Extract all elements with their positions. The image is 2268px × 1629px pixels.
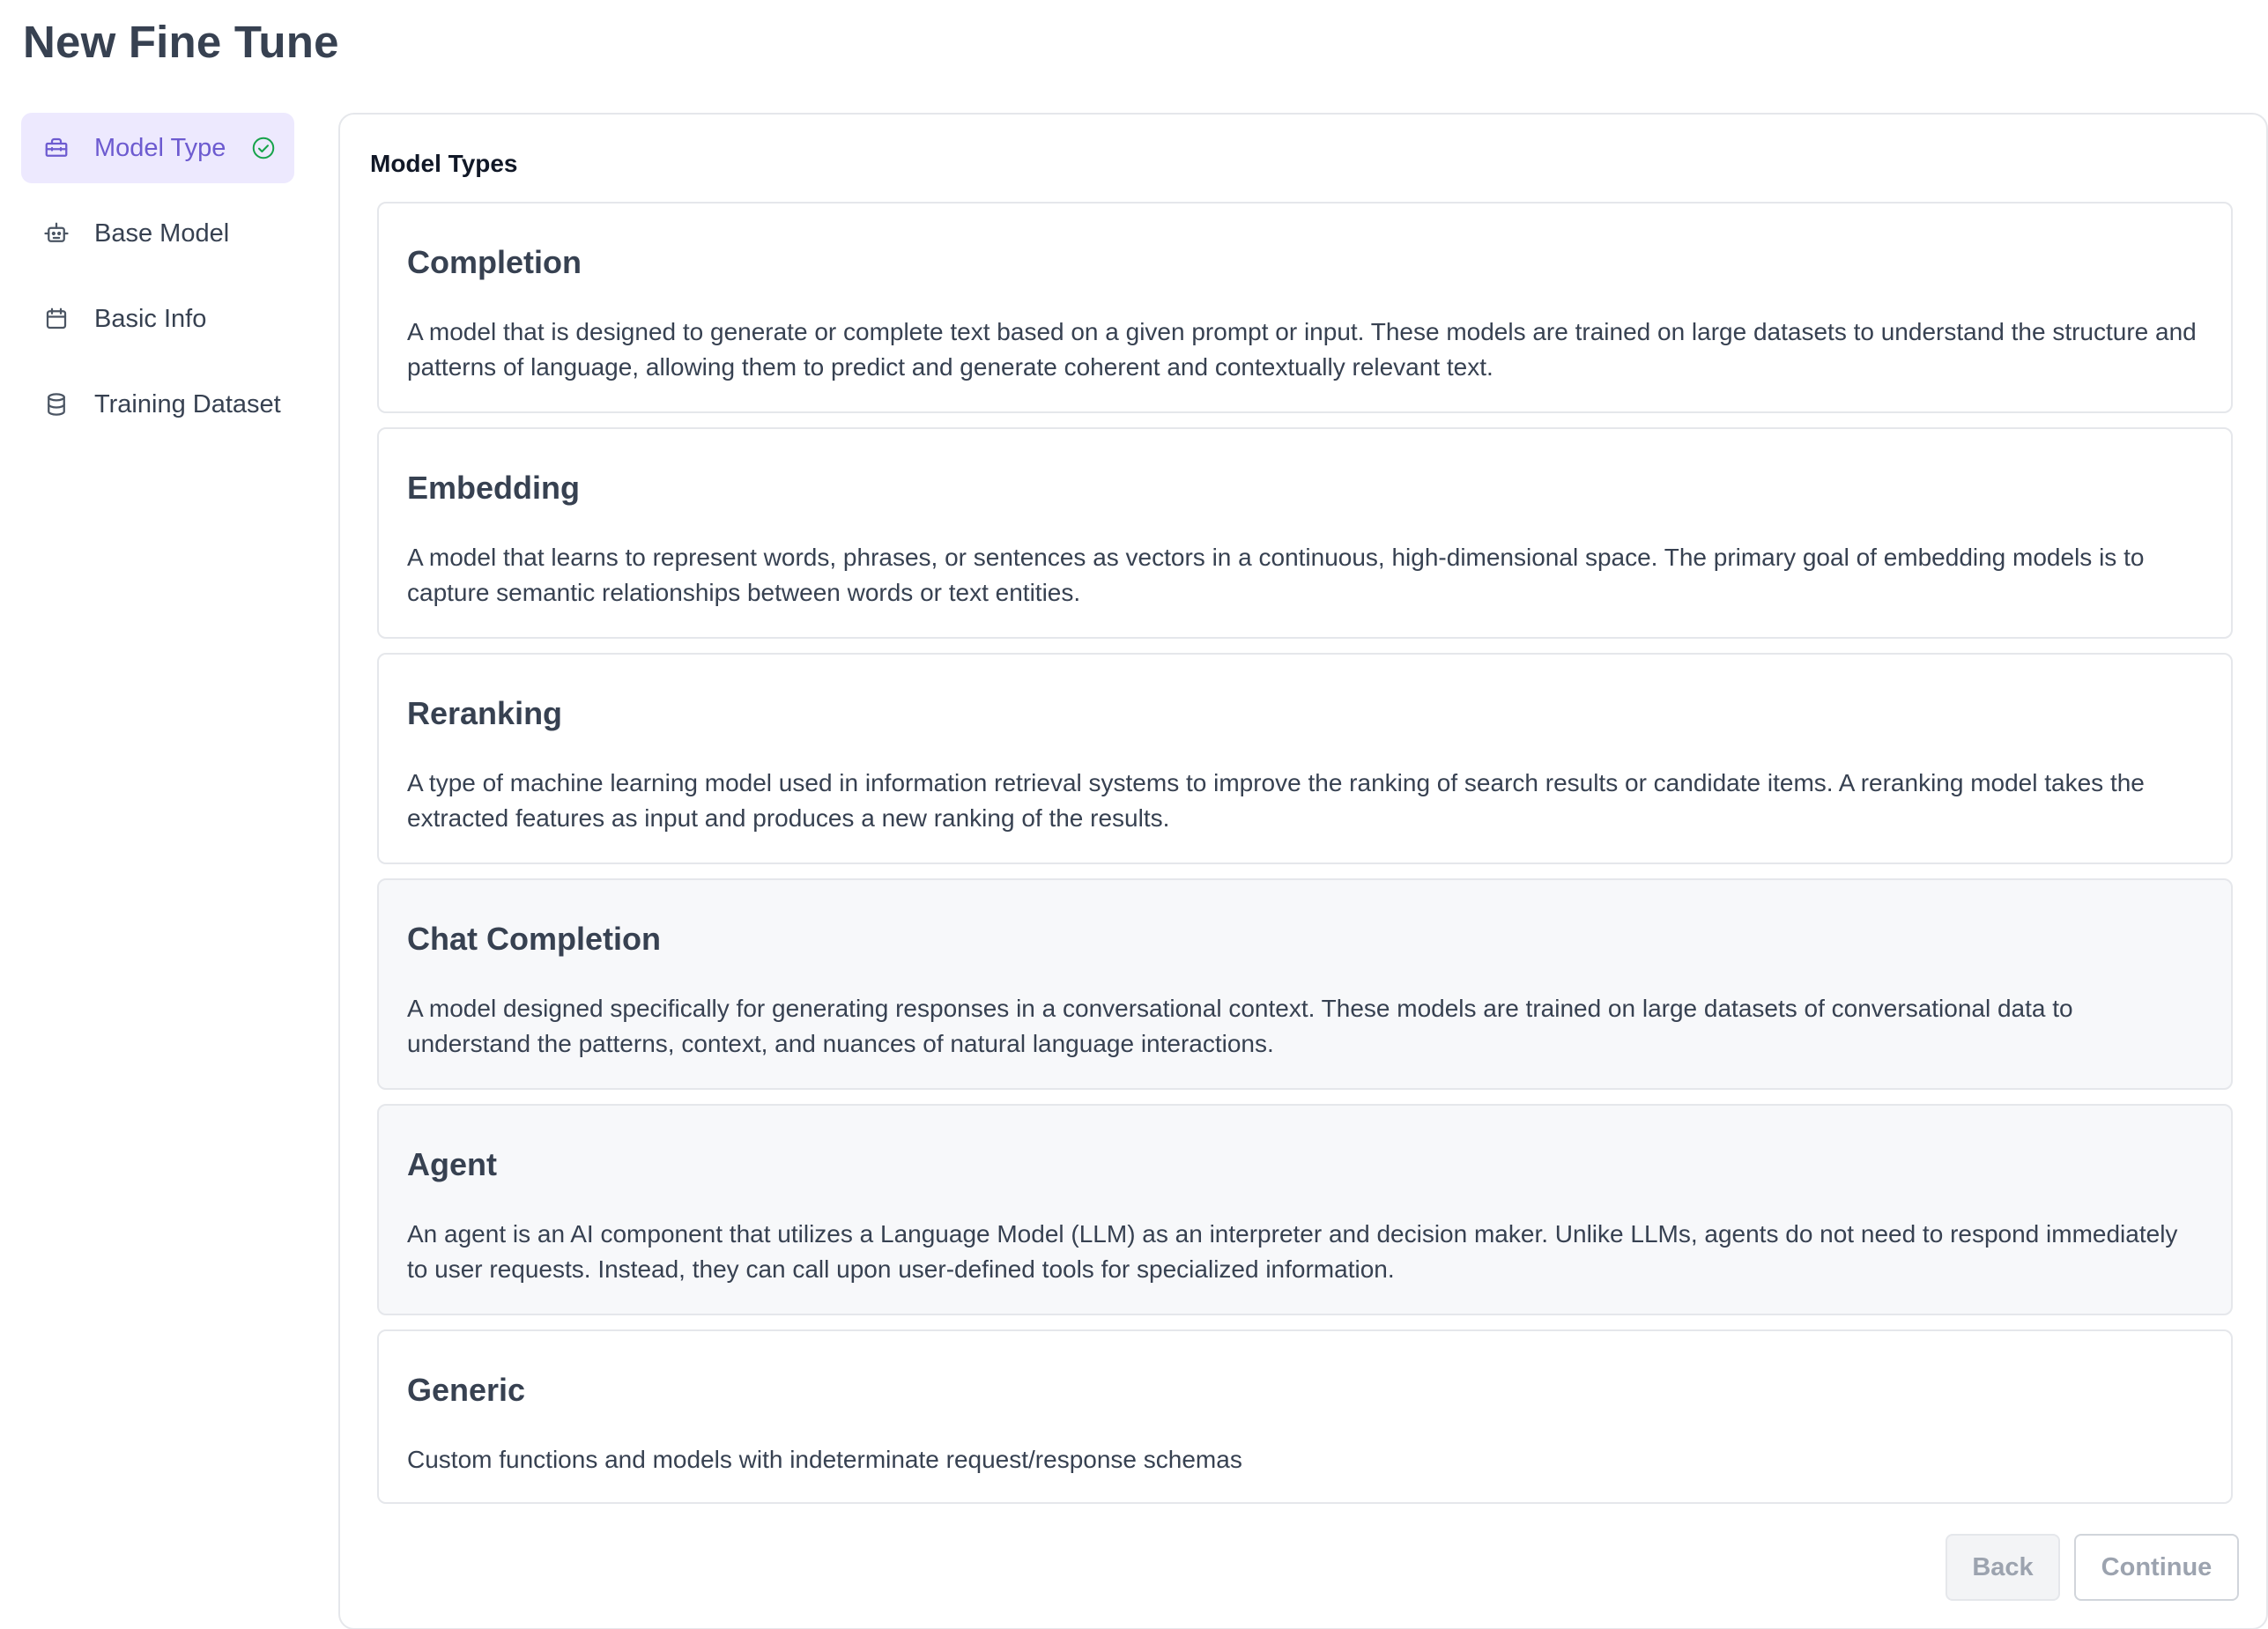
sidebar-item-label: Base Model [94, 218, 230, 248]
sidebar-item-training-dataset[interactable] [21, 369, 294, 440]
card-description: A model designed specifically for generating responses in a conversational context. These models are trained on large datasets of conversational data to understand the patterns, context, and nuances of natural language interactions. [407, 995, 2073, 1057]
sidebar-item-label: Model Type [94, 133, 226, 162]
sidebar-item-base-model[interactable] [21, 198, 294, 269]
card-description: A model that learns to represent words, phrases, or sentences as vectors in a continuous, high-dimensional space. The primary goal of embedding models is to capture semantic relationships between words or text entities. [407, 544, 2145, 606]
model-type-card-generic[interactable] [377, 1329, 2233, 1504]
model-type-card-reranking[interactable] [377, 653, 2233, 864]
card-title: Embedding [407, 470, 580, 506]
card-title: Generic [407, 1372, 526, 1408]
form-actions [1946, 1534, 2239, 1601]
model-type-list [377, 202, 2233, 1518]
model-type-card-completion[interactable] [377, 202, 2233, 413]
continue-button[interactable]: Continue [2074, 1534, 2239, 1601]
toolbox-icon [43, 135, 70, 161]
page-title: New Fine Tune [23, 17, 339, 67]
card-title: Reranking [407, 695, 563, 731]
card-title: Chat Completion [407, 921, 661, 957]
model-types-panel [338, 113, 2268, 1629]
back-button[interactable]: Back [1946, 1534, 2060, 1601]
model-type-card-embedding[interactable] [377, 427, 2233, 639]
sidebar-item-model-type[interactable] [21, 113, 294, 183]
model-type-card-agent[interactable] [377, 1104, 2233, 1315]
check-circle-icon [250, 135, 277, 161]
calendar-icon [43, 306, 70, 332]
card-description: A type of machine learning model used in information retrieval systems to improve the ranking of search results or candidate items. A reranking model takes the extracted features as input and produces a new ranking of the results. [407, 769, 2145, 832]
robot-icon [43, 220, 70, 247]
sidebar [21, 113, 294, 455]
database-icon [43, 391, 70, 418]
sidebar-item-label: Training Dataset [94, 389, 281, 418]
model-type-card-chat-completion[interactable] [377, 878, 2233, 1090]
card-title: Agent [407, 1146, 497, 1182]
card-description: A model that is designed to generate or complete text based on a given prompt or input. These models are trained on large datasets to understand the structure and patterns of language, allowing them to predict and generate coherent and contextually relevant text. [407, 318, 2197, 381]
card-title: Completion [407, 244, 582, 280]
section-label: Model Types [370, 150, 518, 177]
card-description: Custom functions and models with indeterminate request/response schemas [407, 1446, 1242, 1473]
card-description: An agent is an AI component that utilizes a Language Model (LLM) as an interpreter and decision maker. Unlike LLMs, agents do not need to respond immediately to user requests. Instead, they can call upon user-defined tools for specialized information. [407, 1220, 2178, 1283]
sidebar-item-basic-info[interactable] [21, 284, 294, 354]
sidebar-item-label: Basic Info [94, 304, 207, 333]
